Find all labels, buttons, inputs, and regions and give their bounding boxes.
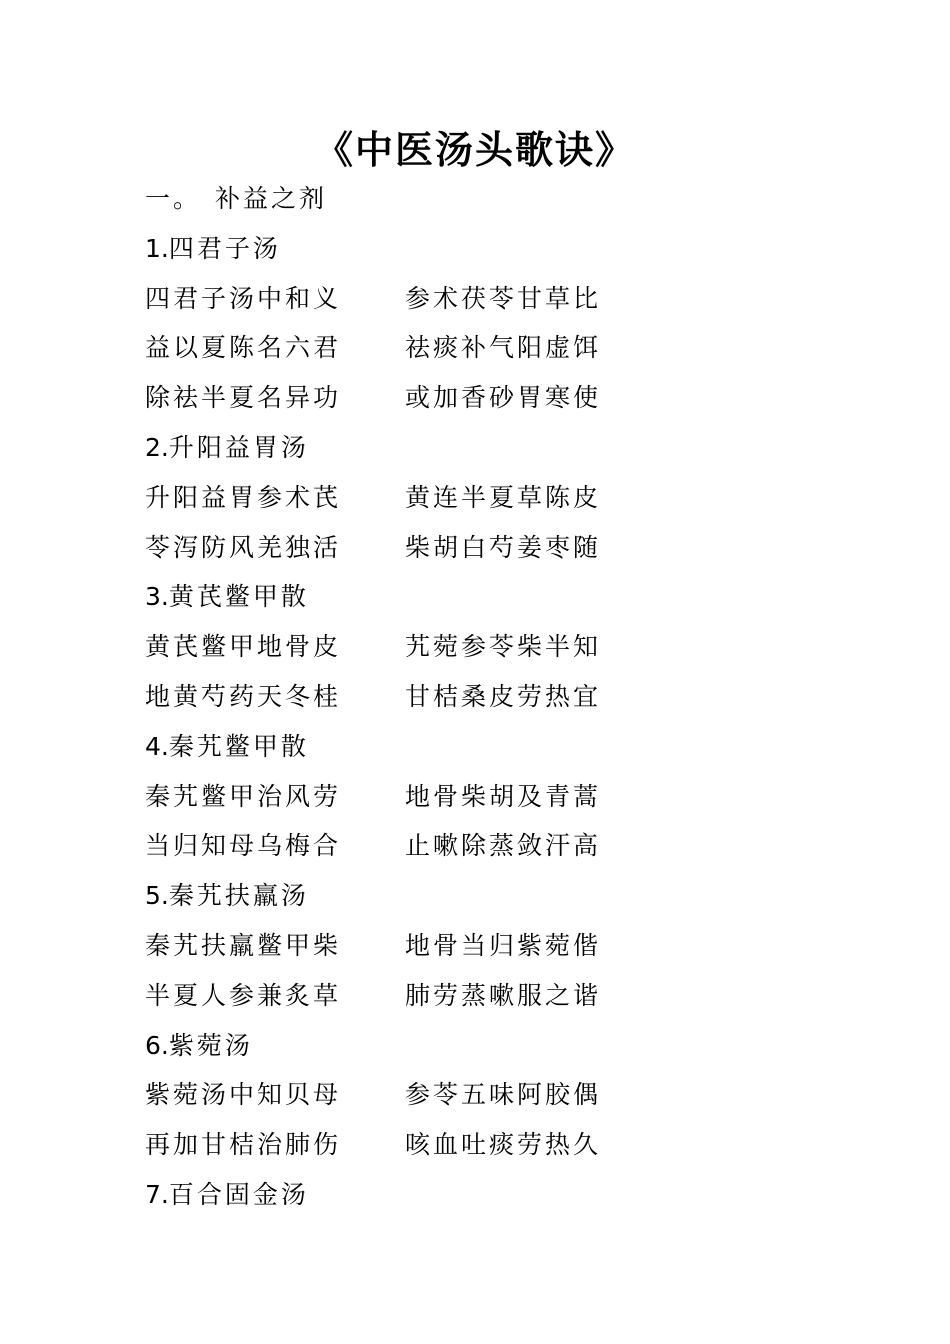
formula-name: 秦艽扶羸汤 <box>168 881 309 911</box>
verse-line-second: 止嗽除蒸敛汗高 <box>405 831 602 861</box>
formula-index: 4. <box>145 731 169 761</box>
verse-line-second: 柴胡白芍姜枣随 <box>405 532 602 562</box>
verse-line-first: 秦艽扶羸鳖甲柴 <box>145 930 342 960</box>
verse-row <box>145 971 845 1021</box>
formula-heading <box>145 423 845 473</box>
verse-row <box>145 622 845 672</box>
verse-line-second: 地骨柴胡及青蒿 <box>405 781 602 811</box>
verse-row <box>145 323 845 373</box>
formula-block <box>145 1170 845 1220</box>
formula-name: 四君子汤 <box>168 233 281 263</box>
formula-heading <box>145 1021 845 1071</box>
section-heading <box>145 174 845 224</box>
formula-block <box>145 572 845 721</box>
verse-line-second: 甘桔桑皮劳热宜 <box>405 681 602 711</box>
formula-list <box>145 224 845 1220</box>
verse-row <box>145 772 845 822</box>
formula-block <box>145 423 845 572</box>
formula-heading <box>145 572 845 622</box>
section-number: 一。 <box>145 184 202 213</box>
formula-name: 百合固金汤 <box>168 1179 309 1209</box>
verse-line-first: 半夏人参兼炙草 <box>145 980 342 1010</box>
verse-line-second: 黄连半夏草陈皮 <box>405 482 602 512</box>
document-title: 《中医汤头歌诀》 <box>314 127 635 172</box>
formula-index: 3. <box>145 582 169 612</box>
formula-index: 2. <box>145 432 169 462</box>
verse-row <box>145 672 845 722</box>
formula-name: 秦艽鳖甲散 <box>168 731 309 761</box>
formula-heading <box>145 871 845 921</box>
verse-row <box>145 373 845 423</box>
verse-line-second: 地骨当归紫菀偕 <box>405 930 602 960</box>
verse-line-first: 升阳益胃参术芪 <box>145 482 342 512</box>
formula-index: 1. <box>145 233 169 263</box>
formula-heading <box>145 224 845 274</box>
document-body <box>145 174 845 1220</box>
formula-index: 7. <box>145 1179 169 1209</box>
verse-row <box>145 1120 845 1170</box>
verse-line-first: 除祛半夏名异功 <box>145 383 342 413</box>
formula-heading <box>145 1170 845 1220</box>
formula-block <box>145 1021 845 1170</box>
verse-line-first: 苓泻防风羌独活 <box>145 532 342 562</box>
verse-line-second: 祛痰补气阳虚饵 <box>405 333 602 363</box>
verse-line-first: 紫菀汤中知贝母 <box>145 1080 342 1110</box>
formula-name: 升阳益胃汤 <box>168 432 309 462</box>
verse-row <box>145 821 845 871</box>
verse-line-first: 四君子汤中和义 <box>145 283 342 313</box>
verse-line-second: 肺劳蒸嗽服之谐 <box>405 980 602 1010</box>
verse-line-first: 当归知母乌梅合 <box>145 831 342 861</box>
verse-line-second: 参苓五味阿胶偶 <box>405 1080 602 1110</box>
verse-row <box>145 523 845 573</box>
verse-line-second: 咳血吐痰劳热久 <box>405 1130 602 1160</box>
formula-block <box>145 722 845 871</box>
verse-line-first: 秦艽鳖甲治风劳 <box>145 781 342 811</box>
verse-row <box>145 1070 845 1120</box>
formula-index: 6. <box>145 1030 169 1060</box>
formula-block <box>145 224 845 423</box>
verse-line-second: 参术茯苓甘草比 <box>405 283 602 313</box>
verse-line-first: 益以夏陈名六君 <box>145 333 342 363</box>
formula-name: 紫菀汤 <box>168 1030 253 1060</box>
section-name: 补益之剂 <box>215 184 328 213</box>
verse-line-first: 黄芪鳖甲地骨皮 <box>145 632 342 662</box>
verse-row <box>145 473 845 523</box>
formula-name: 黄芪鳖甲散 <box>168 582 309 612</box>
verse-line-first: 再加甘桔治肺伤 <box>145 1130 342 1160</box>
verse-line-first: 地黄芍药天冬桂 <box>145 681 342 711</box>
verse-row <box>145 921 845 971</box>
verse-line-second: 或加香砂胃寒使 <box>405 383 602 413</box>
verse-line-second: 艽菀参苓柴半知 <box>405 632 602 662</box>
formula-block <box>145 871 845 1020</box>
formula-heading <box>145 722 845 772</box>
formula-index: 5. <box>145 881 169 911</box>
verse-row <box>145 274 845 324</box>
